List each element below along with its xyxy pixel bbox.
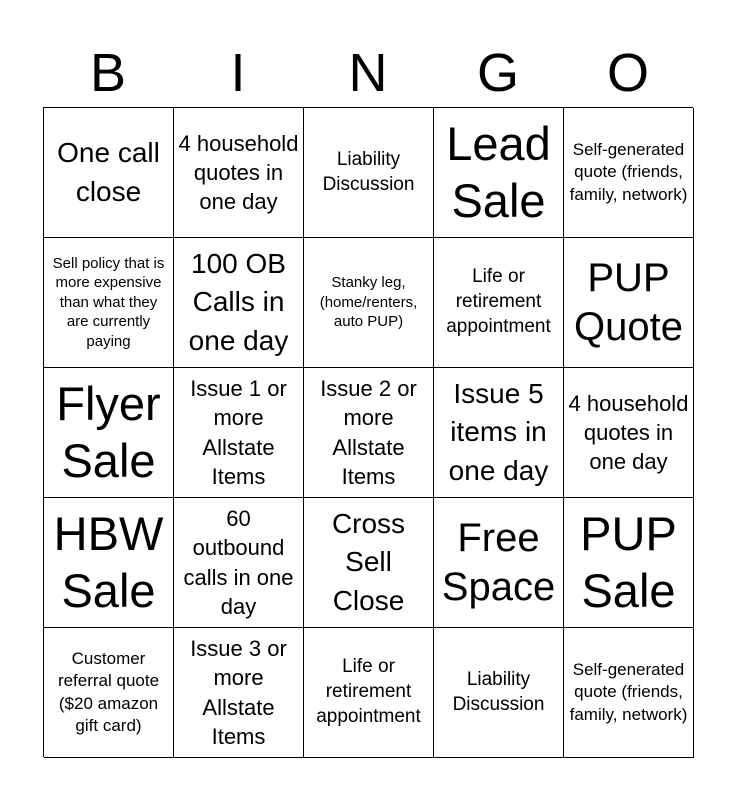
bingo-cell-r5-c1[interactable] bbox=[44, 628, 174, 758]
cell-text: PUP Quote bbox=[574, 255, 683, 349]
bingo-cell-r3-c1[interactable] bbox=[44, 368, 174, 498]
bingo-cell-r2-c5[interactable] bbox=[564, 238, 694, 368]
cell-text: Lead Sale bbox=[446, 117, 551, 227]
bingo-board bbox=[43, 107, 693, 757]
cell-text: Life or retirement appointment bbox=[446, 266, 551, 337]
bingo-cell-r2-c4[interactable] bbox=[434, 238, 564, 368]
bingo-cell-r2-c2[interactable] bbox=[174, 238, 304, 368]
cell-text: Liability Discussion bbox=[322, 148, 415, 195]
cell-text: 4 household quotes in one day bbox=[568, 390, 689, 475]
free-space: Free Space bbox=[441, 515, 556, 609]
cell-text: Life or retirement appointment bbox=[316, 656, 421, 727]
bingo-cell-r5-c3[interactable] bbox=[304, 628, 434, 758]
bingo-cell-r3-c5[interactable] bbox=[564, 368, 694, 498]
bingo-cell-r3-c2[interactable] bbox=[174, 368, 304, 498]
header-letter-i: I bbox=[230, 43, 246, 103]
bingo-cell-r5-c2[interactable] bbox=[174, 628, 304, 758]
cell-text: Issue 3 or more Allstate Items bbox=[190, 636, 287, 749]
cell-text: PUP Sale bbox=[580, 507, 677, 617]
cell-text: Issue 1 or more Allstate Items bbox=[190, 376, 287, 489]
cell-text: Cross Sell Close bbox=[331, 507, 406, 616]
bingo-cell-r2-c3[interactable] bbox=[304, 238, 434, 368]
header-letter-g: G bbox=[476, 43, 519, 103]
bingo-cell-r3-c4[interactable] bbox=[434, 368, 564, 498]
cell-text: Self-generated quote (friends, family, network) bbox=[569, 660, 688, 724]
bingo-header bbox=[43, 38, 693, 108]
bingo-cell-r1-c2[interactable] bbox=[174, 108, 304, 238]
cell-text: Self-generated quote (friends, family, network) bbox=[569, 140, 688, 204]
bingo-cell-r1-c1[interactable] bbox=[44, 108, 174, 238]
cell-text: Flyer Sale bbox=[56, 377, 161, 487]
cell-text: Sell policy that is more expensive than what they are currently paying bbox=[52, 254, 165, 350]
bingo-cell-r4-c2[interactable] bbox=[174, 498, 304, 628]
header-letter-o: O bbox=[606, 43, 649, 103]
bingo-cell-r4-c5[interactable] bbox=[564, 498, 694, 628]
header-letter-n: N bbox=[348, 43, 388, 103]
cell-text: HBW Sale bbox=[53, 507, 164, 617]
bingo-cell-r1-c4[interactable] bbox=[434, 108, 564, 238]
bingo-cell-r4-c1[interactable] bbox=[44, 498, 174, 628]
cell-text: One call close bbox=[57, 136, 160, 207]
bingo-cell-r1-c3[interactable] bbox=[304, 108, 434, 238]
cell-text: 60 outbound calls in one day bbox=[183, 506, 294, 619]
cell-text: Liability Discussion bbox=[452, 668, 545, 715]
bingo-cell-r3-c3[interactable] bbox=[304, 368, 434, 498]
bingo-cell-r2-c1[interactable] bbox=[44, 238, 174, 368]
bingo-cell-r1-c5[interactable] bbox=[564, 108, 694, 238]
cell-text: Issue 2 or more Allstate Items bbox=[320, 376, 417, 489]
cell-text: Stanky leg, (home/renters, auto PUP) bbox=[319, 274, 418, 331]
cell-text: 100 OB Calls in one day bbox=[188, 247, 289, 356]
header-letter-b: B bbox=[89, 43, 127, 103]
cell-text: Customer referral quote ($20 amazon gift card) bbox=[57, 649, 160, 735]
bingo-cell-r4-c3[interactable] bbox=[304, 498, 434, 628]
bingo-cell-r5-c4[interactable] bbox=[434, 628, 564, 758]
bingo-cell-r4-c4[interactable] bbox=[434, 498, 564, 628]
cell-text: 4 household quotes in one day bbox=[178, 130, 299, 215]
cell-text: Issue 5 items in one day bbox=[448, 377, 549, 486]
bingo-cell-r5-c5[interactable] bbox=[564, 628, 694, 758]
